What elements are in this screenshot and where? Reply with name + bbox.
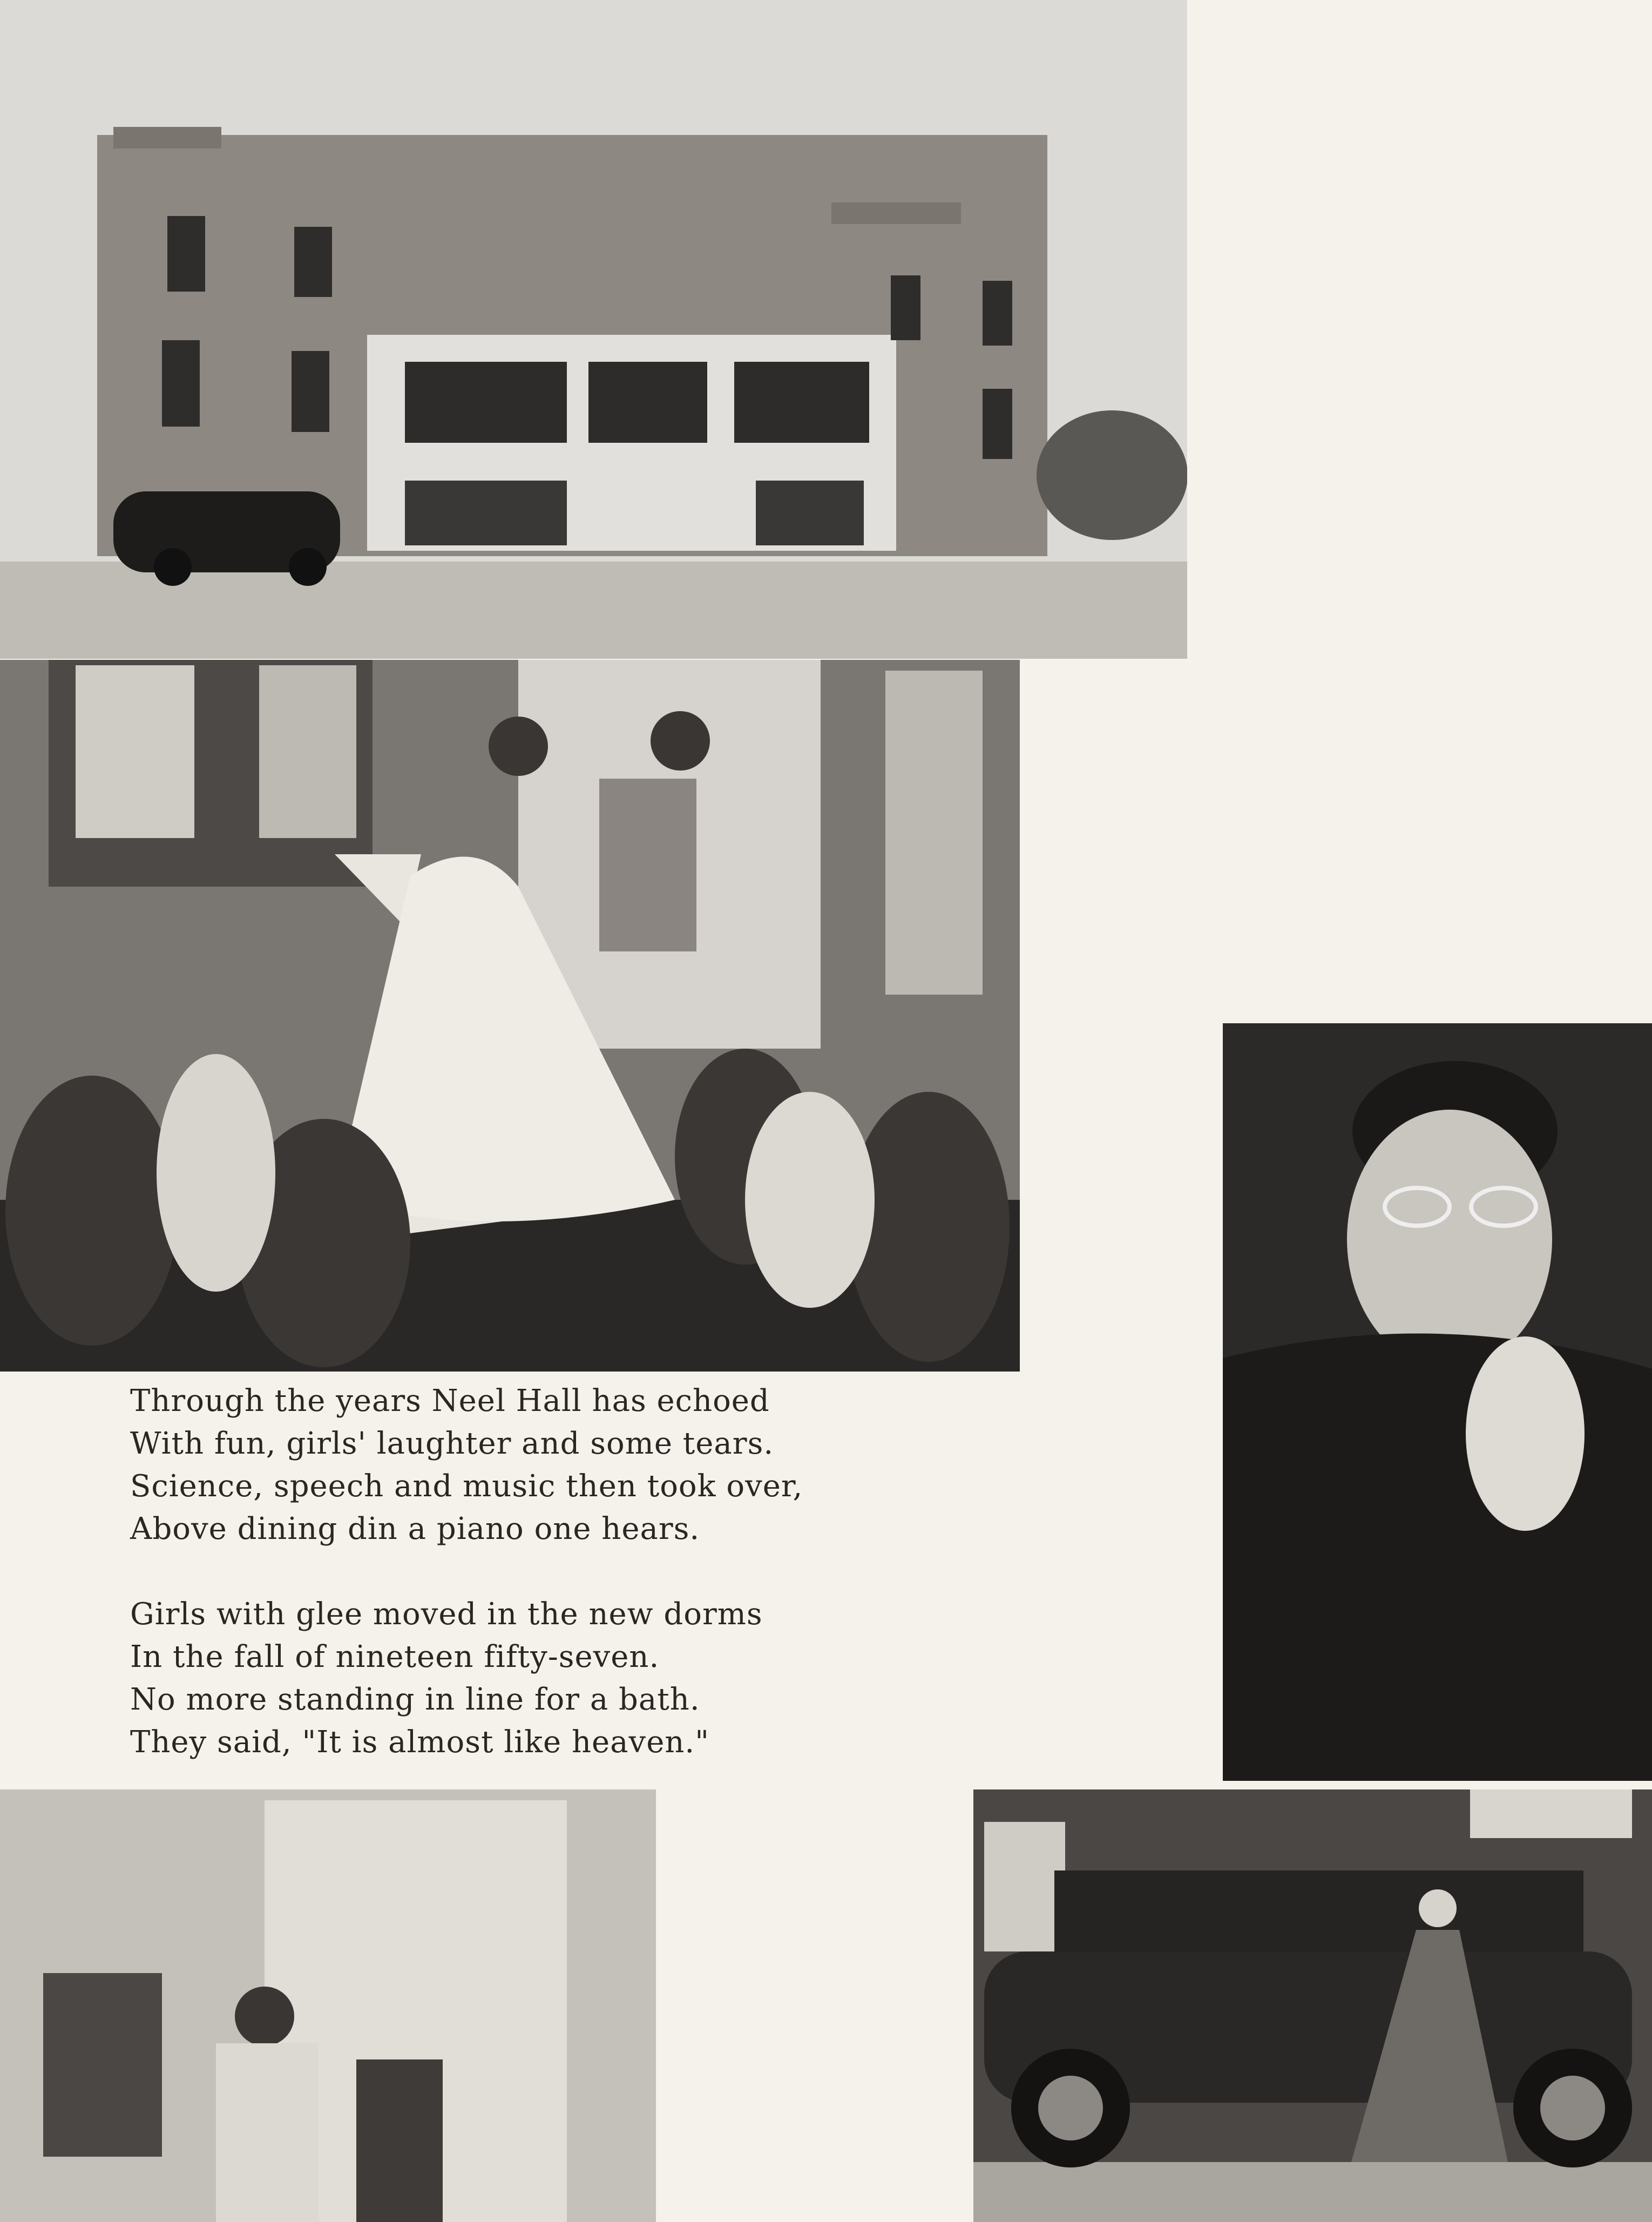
poem-line: Through the years Neel Hall has echoed	[130, 1383, 770, 1419]
girl-at-mirror-photo	[0, 1789, 656, 2222]
poem-line: No more standing in line for a bath.	[130, 1682, 700, 1717]
girls-dormitory-dress-photo	[0, 660, 1020, 1372]
poem-line: Above dining din a piano one hears.	[130, 1511, 700, 1546]
poem-text	[130, 1380, 803, 1806]
poem-line: Girls with glee moved in the new dorms	[130, 1597, 763, 1632]
poem-stanza-2	[130, 1593, 803, 1764]
poem-line: With fun, girls' laughter and some tears.	[130, 1426, 774, 1461]
woman-with-vintage-car-photo	[973, 1789, 1652, 2222]
neel-hall-building-photo	[0, 0, 1187, 659]
elderly-woman-portrait-photo	[1223, 1023, 1652, 1781]
poem-line: Science, speech and music then took over,	[130, 1469, 803, 1504]
poem-line: In the fall of nineteen fifty-seven.	[130, 1639, 660, 1674]
poem-stanza-1	[130, 1380, 803, 1550]
poem-line: They said, "It is almost like heaven."	[130, 1725, 709, 1760]
